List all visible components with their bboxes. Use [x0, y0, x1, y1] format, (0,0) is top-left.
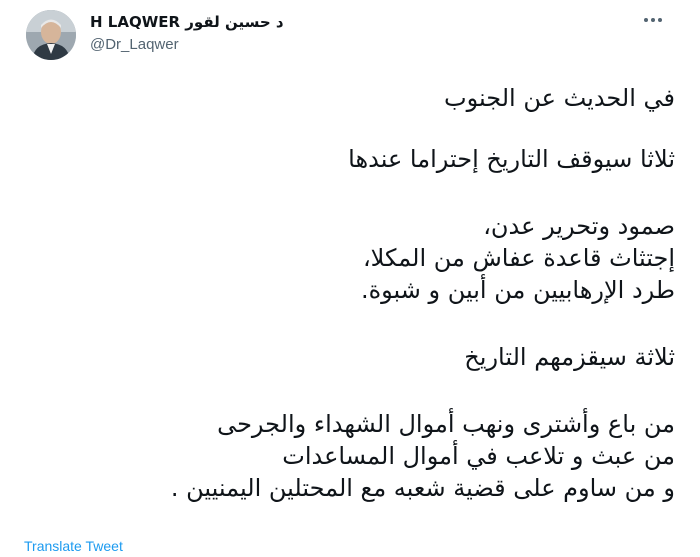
tweet-text: [35, 82, 675, 504]
more-options-button[interactable]: [638, 10, 668, 30]
avatar[interactable]: [26, 10, 76, 60]
tweet-line: و من ساوم على قضية شعبه مع المحتلين اليمنيين .: [170, 474, 675, 502]
tweet-line: ثلاثة سيقزمهم التاريخ: [464, 343, 675, 371]
tweet-header: [0, 0, 700, 80]
tweet-line: من عبث و تلاعب في أموال المساعدات: [282, 442, 675, 470]
more-dots-icon: [644, 18, 648, 22]
author-name[interactable]: [90, 13, 284, 31]
avatar-photo: [26, 10, 76, 60]
translate-tweet-link[interactable]: Translate Tweet: [24, 538, 123, 554]
tweet-line: طرد الإرهابيين من أبين و شبوة.: [360, 276, 675, 304]
author-handle[interactable]: @Dr_Laqwer: [90, 36, 179, 53]
tweet-line: صمود وتحرير عدن،: [483, 212, 675, 240]
tweet-line: من باع وأشترى ونهب أموال الشهداء والجرحى: [217, 410, 675, 438]
author-name-ar: د حسين لقور: [185, 13, 284, 31]
tweet-line: إجتثاث قاعدة عفاش من المكلا،: [362, 244, 675, 272]
tweet-line: في الحديث عن الجنوب: [444, 84, 675, 112]
author-name-en: H LAQWER: [90, 13, 181, 31]
tweet-line: ثلاثا سيوقف التاريخ إحتراما عندها: [348, 145, 675, 173]
